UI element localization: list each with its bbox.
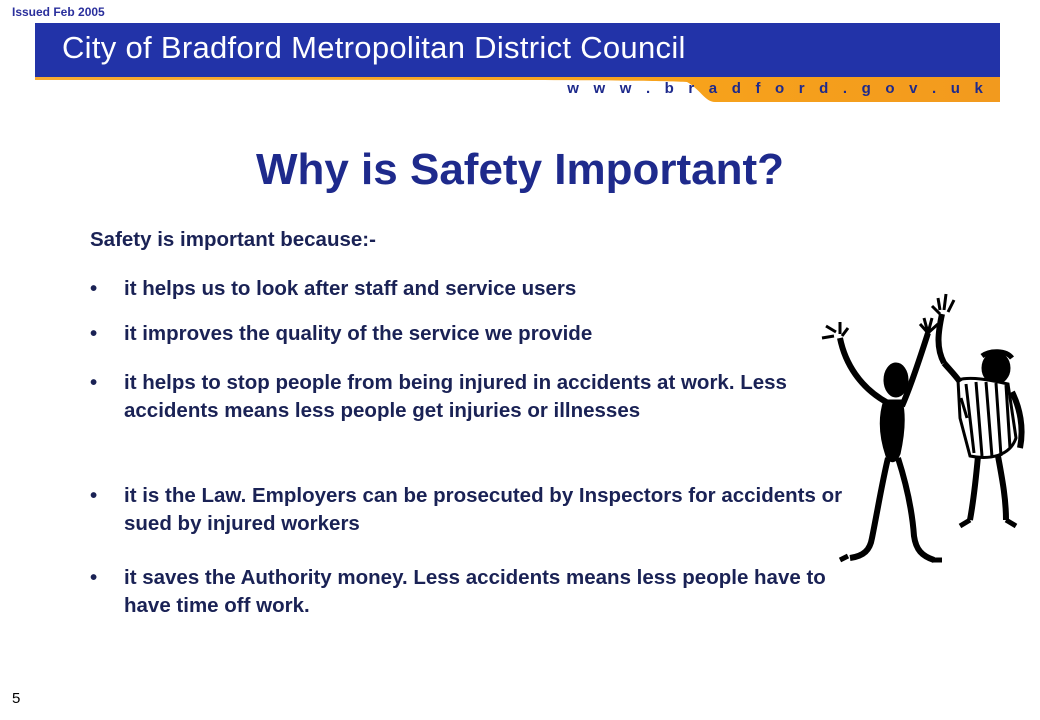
bullet-icon: • xyxy=(90,322,98,345)
bullet-icon: • xyxy=(90,371,98,394)
website-url[interactable]: w w w . b r a d f o r d . g o v . u k xyxy=(567,80,988,97)
celebrating-figures-icon xyxy=(820,288,1030,568)
right-figure-icon xyxy=(932,294,1022,526)
council-name: City of Bradford Metropolitan District Council xyxy=(62,30,686,65)
list-item xyxy=(90,564,870,620)
bullet-icon: • xyxy=(90,566,98,589)
list-item-text: it is the Law. Employers can be prosecuted by Inspectors for accidents or sued by injured workers xyxy=(124,484,843,535)
bullet-icon: • xyxy=(90,277,98,300)
issued-date: Issued Feb 2005 xyxy=(12,5,105,19)
list-item-text: it helps us to look after staff and service users xyxy=(124,277,577,300)
list-item-text: it saves the Authority money. Less accidents means less people have to have time off work. xyxy=(124,566,826,617)
page-number: 5 xyxy=(12,690,21,707)
left-figure-icon xyxy=(822,318,942,560)
bullet-icon: • xyxy=(90,484,98,507)
list-item xyxy=(90,275,870,303)
list-item-text: it helps to stop people from being injured in accidents at work. Less accidents means less people get injuries or illnesses xyxy=(124,371,787,422)
list-item xyxy=(90,482,870,538)
slide-title: Why is Safety Important? xyxy=(255,145,785,194)
intro-text: Safety is important because:- xyxy=(90,228,376,251)
list-item xyxy=(90,320,870,348)
list-item-text: it improves the quality of the service we provide xyxy=(124,322,593,345)
list-item xyxy=(90,369,870,425)
